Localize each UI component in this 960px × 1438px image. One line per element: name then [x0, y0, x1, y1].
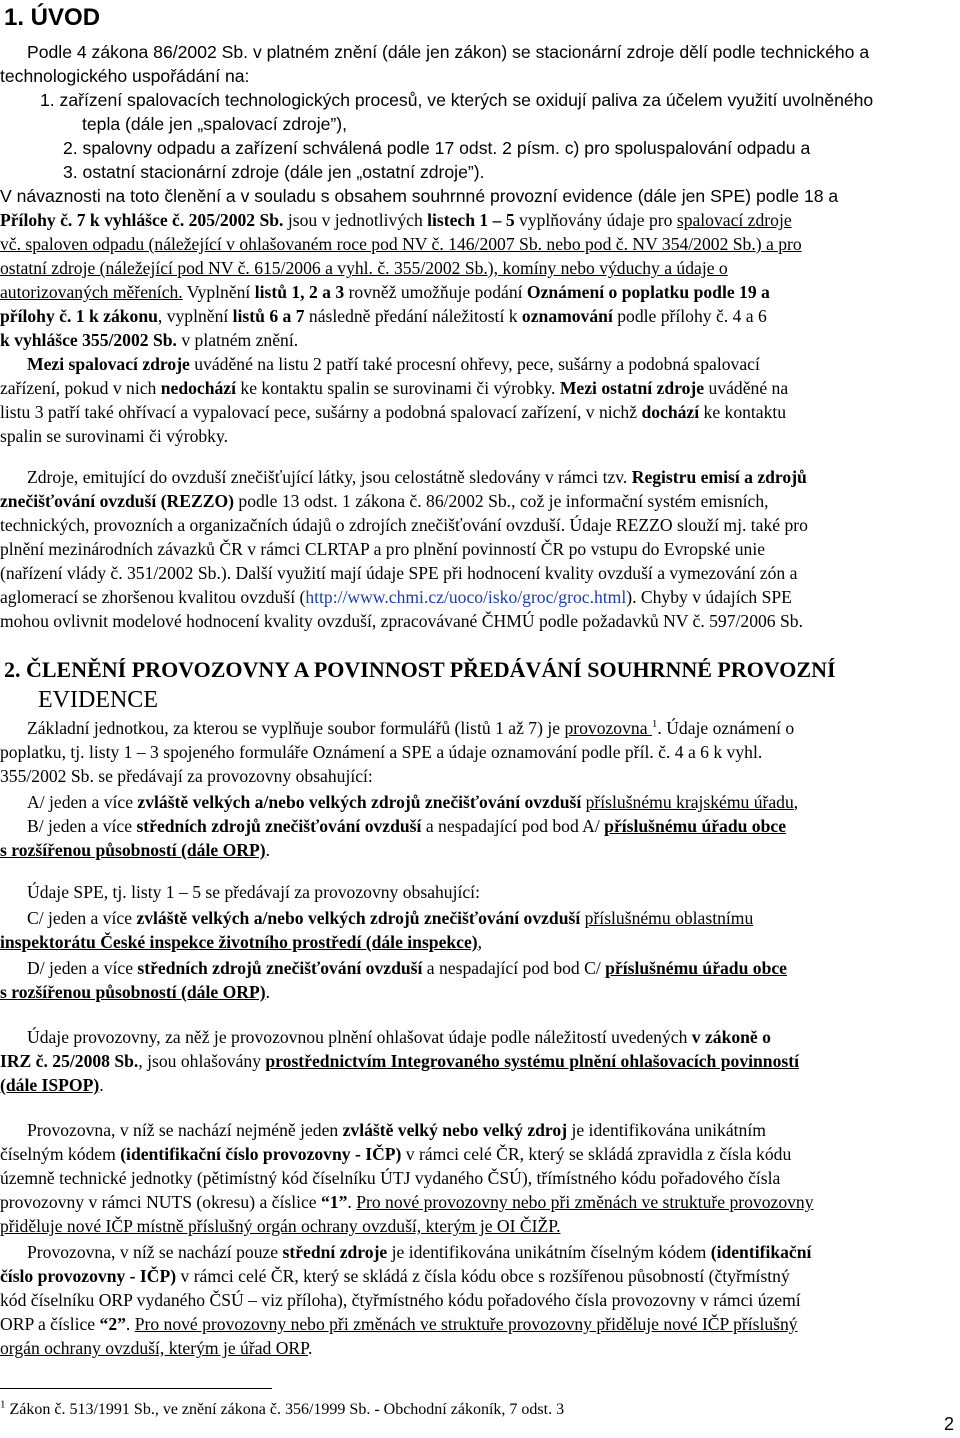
emphasis: k vyhlášce 355/2002 Sb. — [0, 330, 177, 350]
text-run: následně předání náležitostí k — [304, 306, 522, 326]
text-run: D/ jeden a více — [27, 958, 138, 978]
paragraph-line: kód číselníku ORP vydaného ČSÚ – viz příloha), čtyřmístného kódu pořadového čísla provozovny v rámci území — [0, 1290, 801, 1310]
paragraph-line — [0, 1264, 790, 1288]
paragraph-line: technických, provozních a organizačních údajů o zdrojích znečišťování ovzduší. Údaje REZZO slouží mj. také pro — [0, 515, 808, 535]
text-run: zařízení, pokud v nich — [0, 378, 161, 398]
list-item-1-cont: tepla (dále jen „spalovací zdroje”), — [82, 114, 348, 134]
emphasis: přílohy č. 1 k zákonu — [0, 306, 158, 326]
section-heading-1: 1. ÚVOD — [4, 4, 101, 31]
text-run: ORP a číslice — [0, 1314, 100, 1334]
text-run: . Údaje oznámení o — [657, 718, 795, 738]
paragraph-line — [0, 1142, 791, 1166]
underlined-text: provozovna — [564, 718, 652, 738]
text-run: , — [793, 792, 799, 812]
paragraph-line: Údaje SPE, tj. listy 1 – 5 se předávají za provozovny obsahující: — [27, 882, 480, 902]
emphasis: listů 6 a 7 — [232, 306, 305, 326]
list-item-3: 3. ostatní stacionární zdroje (dále jen „ostatní zdroje”). — [63, 162, 485, 182]
emphasis: oznamování — [521, 306, 613, 326]
emphasis: listů 1, 2 a 3 — [254, 282, 345, 302]
paragraph-line — [0, 1312, 798, 1336]
underlined-text: příslušnému úřadu obce — [604, 816, 787, 836]
underlined-text: autorizovaných měřeních. — [0, 282, 183, 302]
text-run: . — [347, 1192, 357, 1212]
text-run: Provozovna, v níž se nachází nejméně jeden — [27, 1120, 343, 1140]
text-run: v rámci celé ČR, který se skládá zpravidla z čísla kódu — [401, 1144, 792, 1164]
chmi-link[interactable]: http://www.chmi.cz/uoco/isko/groc/groc.html — [305, 587, 627, 607]
text-run: uváděné na — [704, 378, 789, 398]
list-item-a — [27, 790, 798, 814]
text-run: , vyplnění — [157, 306, 233, 326]
list-item-c-cont — [0, 930, 482, 954]
text-run: . — [308, 1338, 313, 1358]
list-item-d — [27, 956, 787, 980]
underlined-text: Pro nové provozovny nebo při změnách ve struktuře provozovny přiděluje nové IČP příslušný — [134, 1314, 798, 1334]
emphasis: “1” — [321, 1192, 348, 1212]
emphasis: Přílohy č. 7 k vyhlášce č. 205/2002 Sb. — [0, 210, 284, 230]
emphasis: Oznámení o poplatku podle 19 a — [526, 282, 770, 302]
underlined-text: prostřednictvím Integrovaného systému plnění ohlašovacích povinností — [265, 1051, 799, 1071]
emphasis: “2” — [99, 1314, 126, 1334]
paragraph-line — [0, 489, 769, 513]
text-run: . — [99, 1075, 104, 1095]
list-item-c — [27, 906, 753, 930]
text-run: provozovny v rámci NUTS (okresu) a číslice — [0, 1192, 321, 1212]
footnote — [0, 1398, 564, 1422]
footnote-separator — [0, 1388, 272, 1389]
text-run: a nespadající pod bod A/ — [421, 816, 605, 836]
page-number: 2 — [943, 1414, 954, 1434]
paragraph-line — [0, 1190, 814, 1214]
emphasis: v zákoně o — [691, 1027, 771, 1047]
paragraph-line — [0, 1073, 104, 1097]
text-run: uváděné na listu 2 patří také procesní ohřevy, pece, sušárny a podobná spalovací — [189, 354, 760, 374]
underlined-text: vč. spaloven odpadu (náležející v ohlašovaném roce pod NV č. 146/2007 Sb. nebo pod č. NV 354/2002 Sb.) a pro — [0, 234, 802, 254]
text-run: jsou v jednotlivých — [283, 210, 428, 230]
text-run: Vyplnění — [182, 282, 255, 302]
text-run: ke kontaktu spalin se surovinami či výrobky. — [236, 378, 560, 398]
footnote-ref: 1 — [651, 718, 658, 731]
section-heading-2: 2. ČLENĚNÍ PROVOZOVNY A POVINNOST PŘEDÁVÁNÍ SOUHRNNÉ PROVOZNÍ — [4, 657, 836, 682]
underlined-text: ostatní zdroje (náležející pod NV č. 615/2006 a vyhl. č. 355/2002 Sb.), komíny nebo výduchy a údaje o — [0, 258, 728, 278]
underlined-text: Pro nové provozovny nebo při změnách ve struktuře provozovny — [356, 1192, 814, 1212]
text-run: je identifikována unikátním číselným kódem — [387, 1242, 711, 1262]
paragraph-line — [0, 585, 792, 609]
text-run: ke kontaktu — [699, 402, 787, 422]
underlined-text: příslušnému krajskému úřadu — [585, 792, 794, 812]
emphasis: Mezi ostatní zdroje — [559, 378, 705, 398]
text-run: . — [265, 840, 270, 860]
emphasis: středních zdrojů znečišťování ovzduší — [137, 958, 423, 978]
text-run: , jsou ohlašovány — [138, 1051, 266, 1071]
text-run: je identifikována unikátním — [567, 1120, 766, 1140]
emphasis: dochází — [641, 402, 700, 422]
paragraph-line — [0, 256, 728, 280]
text-run: číselným kódem — [0, 1144, 121, 1164]
paragraph-line: 355/2002 Sb. se předávají za provozovny obsahující: — [0, 766, 373, 786]
emphasis: (identifikační číslo provozovny - IČP) — [120, 1144, 402, 1164]
emphasis: zvláště velkých a/nebo velkých zdrojů znečišťování ovzduší — [136, 908, 581, 928]
emphasis: IRZ č. 25/2008 Sb. — [0, 1051, 139, 1071]
text-run: aglomerací se zhoršenou kvalitou ovzduší ( — [0, 587, 306, 607]
paragraph-line — [27, 465, 807, 489]
text-run: v platném znění. — [176, 330, 299, 350]
paragraph-line: (nařízení vlády č. 351/2002 Sb.). Další využití mají údaje SPE při hodnocení kvality ovzduší a vymezování zón a — [0, 563, 798, 583]
paragraph-line — [27, 716, 794, 740]
emphasis: střední zdroje — [282, 1242, 388, 1262]
paragraph-line: územně technické jednotky (pětimístný kód číselníku ÚTJ vydaného ČSÚ), třímístného kódu pořadového čísla — [0, 1168, 781, 1188]
intro-line-1: Podle 4 zákona 86/2002 Sb. v platném znění (dále jen zákon) se stacionární zdroje dělí podle technického a — [27, 42, 870, 62]
paragraph-line — [0, 328, 298, 352]
text-run: B/ jeden a více — [27, 816, 137, 836]
underlined-text: přiděluje nové IČP místně příslušný orgán ochrany ovzduší, kterým je OI ČIŽP. — [0, 1216, 561, 1236]
emphasis: listech 1 – 5 — [427, 210, 515, 230]
paragraph-line — [0, 1214, 560, 1238]
text-run: listu 3 patří také ohřívací a vypalovací pece, sušárny a podobná spalovací zařízení, v nichž — [0, 402, 642, 422]
paragraph-line: plnění mezinárodních závazků ČR v rámci CLRTAP a pro plnění povinností ČR po vstupu do Evropské unie — [0, 539, 766, 559]
paragraph-line — [0, 1049, 799, 1073]
text-run: podle 13 odst. 1 zákona č. 86/2002 Sb., což je informační systém emisních, — [234, 491, 769, 511]
emphasis: (identifikační — [710, 1242, 812, 1262]
text-run: Provozovna, v níž se nachází pouze — [27, 1242, 283, 1262]
paragraph-line — [0, 400, 786, 424]
paragraph-line — [0, 208, 792, 232]
paragraph-line — [27, 1025, 771, 1049]
underlined-text: s rozšířenou působností (dále ORP) — [0, 982, 266, 1002]
text-run: Základní jednotkou, za kterou se vyplňuje soubor formulářů (listů 1 až 7) je — [27, 718, 565, 738]
text-run: Údaje provozovny, za něž je provozovnou plnění ohlašovat údaje podle náležitostí uvedených — [27, 1027, 692, 1047]
emphasis: Registru emisí a zdrojů — [631, 467, 807, 487]
emphasis: zvláště velkých a/nebo velkých zdrojů znečišťování ovzduší — [137, 792, 582, 812]
text-run: rovněž umožňuje podání — [344, 282, 527, 302]
emphasis: Mezi spalovací zdroje — [27, 354, 190, 374]
text-run: vyplňovány údaje pro — [514, 210, 677, 230]
emphasis: znečišťování ovzduší (REZZO) — [0, 491, 234, 511]
paragraph-line: poplatku, tj. listy 1 – 3 spojeného formuláře Oznámení a SPE a údaje oznamování podle příl. č. 4 a 6 k vyhl. — [0, 742, 763, 762]
text-run: . — [265, 982, 270, 1002]
paragraph-line — [27, 1240, 811, 1264]
text-run: ). Chyby v údajích SPE — [626, 587, 792, 607]
paragraph-line — [0, 304, 767, 328]
paragraph-line — [0, 376, 788, 400]
emphasis: nedochází — [160, 378, 236, 398]
underlined-text: s rozšířenou působností (dále ORP) — [0, 840, 266, 860]
intro-line-2: technologického uspořádání na: — [0, 66, 250, 86]
text-run: A/ jeden a více — [27, 792, 138, 812]
text-run: podle přílohy č. 4 a 6 — [612, 306, 767, 326]
paragraph-line: V návaznosti na toto členění a v souladu s obsahem souhrnné provozní evidence (dále jen SPE) podle 18 a — [0, 186, 839, 206]
list-item-2: 2. spalovny odpadu a zařízení schválená podle 17 odst. 2 písm. c) pro spoluspalování odpadu a — [63, 138, 811, 158]
list-item-b — [27, 814, 786, 838]
text-run: C/ jeden a více — [27, 908, 137, 928]
paragraph-line — [27, 1118, 766, 1142]
list-item-b-cont — [0, 838, 270, 862]
list-item-1: 1. zařízení spalovacích technologických procesů, ve kterých se oxidují paliva za účelem využití uvolněného — [40, 90, 874, 110]
section-heading-2-cont: EVIDENCE — [38, 687, 158, 713]
underlined-text: inspektorátu České inspekce životního prostředí (dále inspekce) — [0, 932, 478, 952]
paragraph-line — [0, 232, 802, 256]
emphasis: číslo provozovny - IČP) — [0, 1266, 177, 1286]
text-run: a nespadající pod bod C/ — [422, 958, 606, 978]
footnote-text: Zákon č. 513/1991 Sb., ve znění zákona č. 356/1999 Sb. - Obchodní zákoník, 7 odst. 3 — [5, 1401, 565, 1418]
text-run: Zdroje, emitující do ovzduší znečišťující látky, jsou celostátně sledovány v rámci tzv. — [27, 467, 632, 487]
underlined-text: (dále ISPOP) — [0, 1075, 100, 1095]
text-run: v rámci celé ČR, který se skládá z čísla kódu obce s rozšířenou působností (čtyřmístný — [176, 1266, 790, 1286]
underlined-text: příslušnému oblastnímu — [584, 908, 754, 928]
underlined-text: orgán ochrany ovzduší, kterým je úřad ORP — [0, 1338, 308, 1358]
paragraph-line — [27, 352, 760, 376]
paragraph-line — [0, 1336, 312, 1360]
underlined-text: příslušnému úřadu obce — [605, 958, 787, 978]
list-item-d-cont — [0, 980, 270, 1004]
text-run: , — [477, 932, 483, 952]
footnote-marker: 1 — [0, 1398, 6, 1411]
paragraph-line: mohou ovlivnit modelové hodnocení kvality ovzduší, zpracovávané ČHMÚ podle požadavků NV č. 597/2006 Sb. — [0, 611, 803, 631]
emphasis: středních zdrojů znečišťování ovzduší — [136, 816, 422, 836]
paragraph-line — [0, 280, 770, 304]
emphasis: zvláště velký nebo velký zdroj — [342, 1120, 568, 1140]
paragraph-line: spalin se surovinami či výrobky. — [0, 426, 229, 446]
underlined-text: spalovací zdroje — [676, 210, 792, 230]
text-run: . — [125, 1314, 135, 1334]
